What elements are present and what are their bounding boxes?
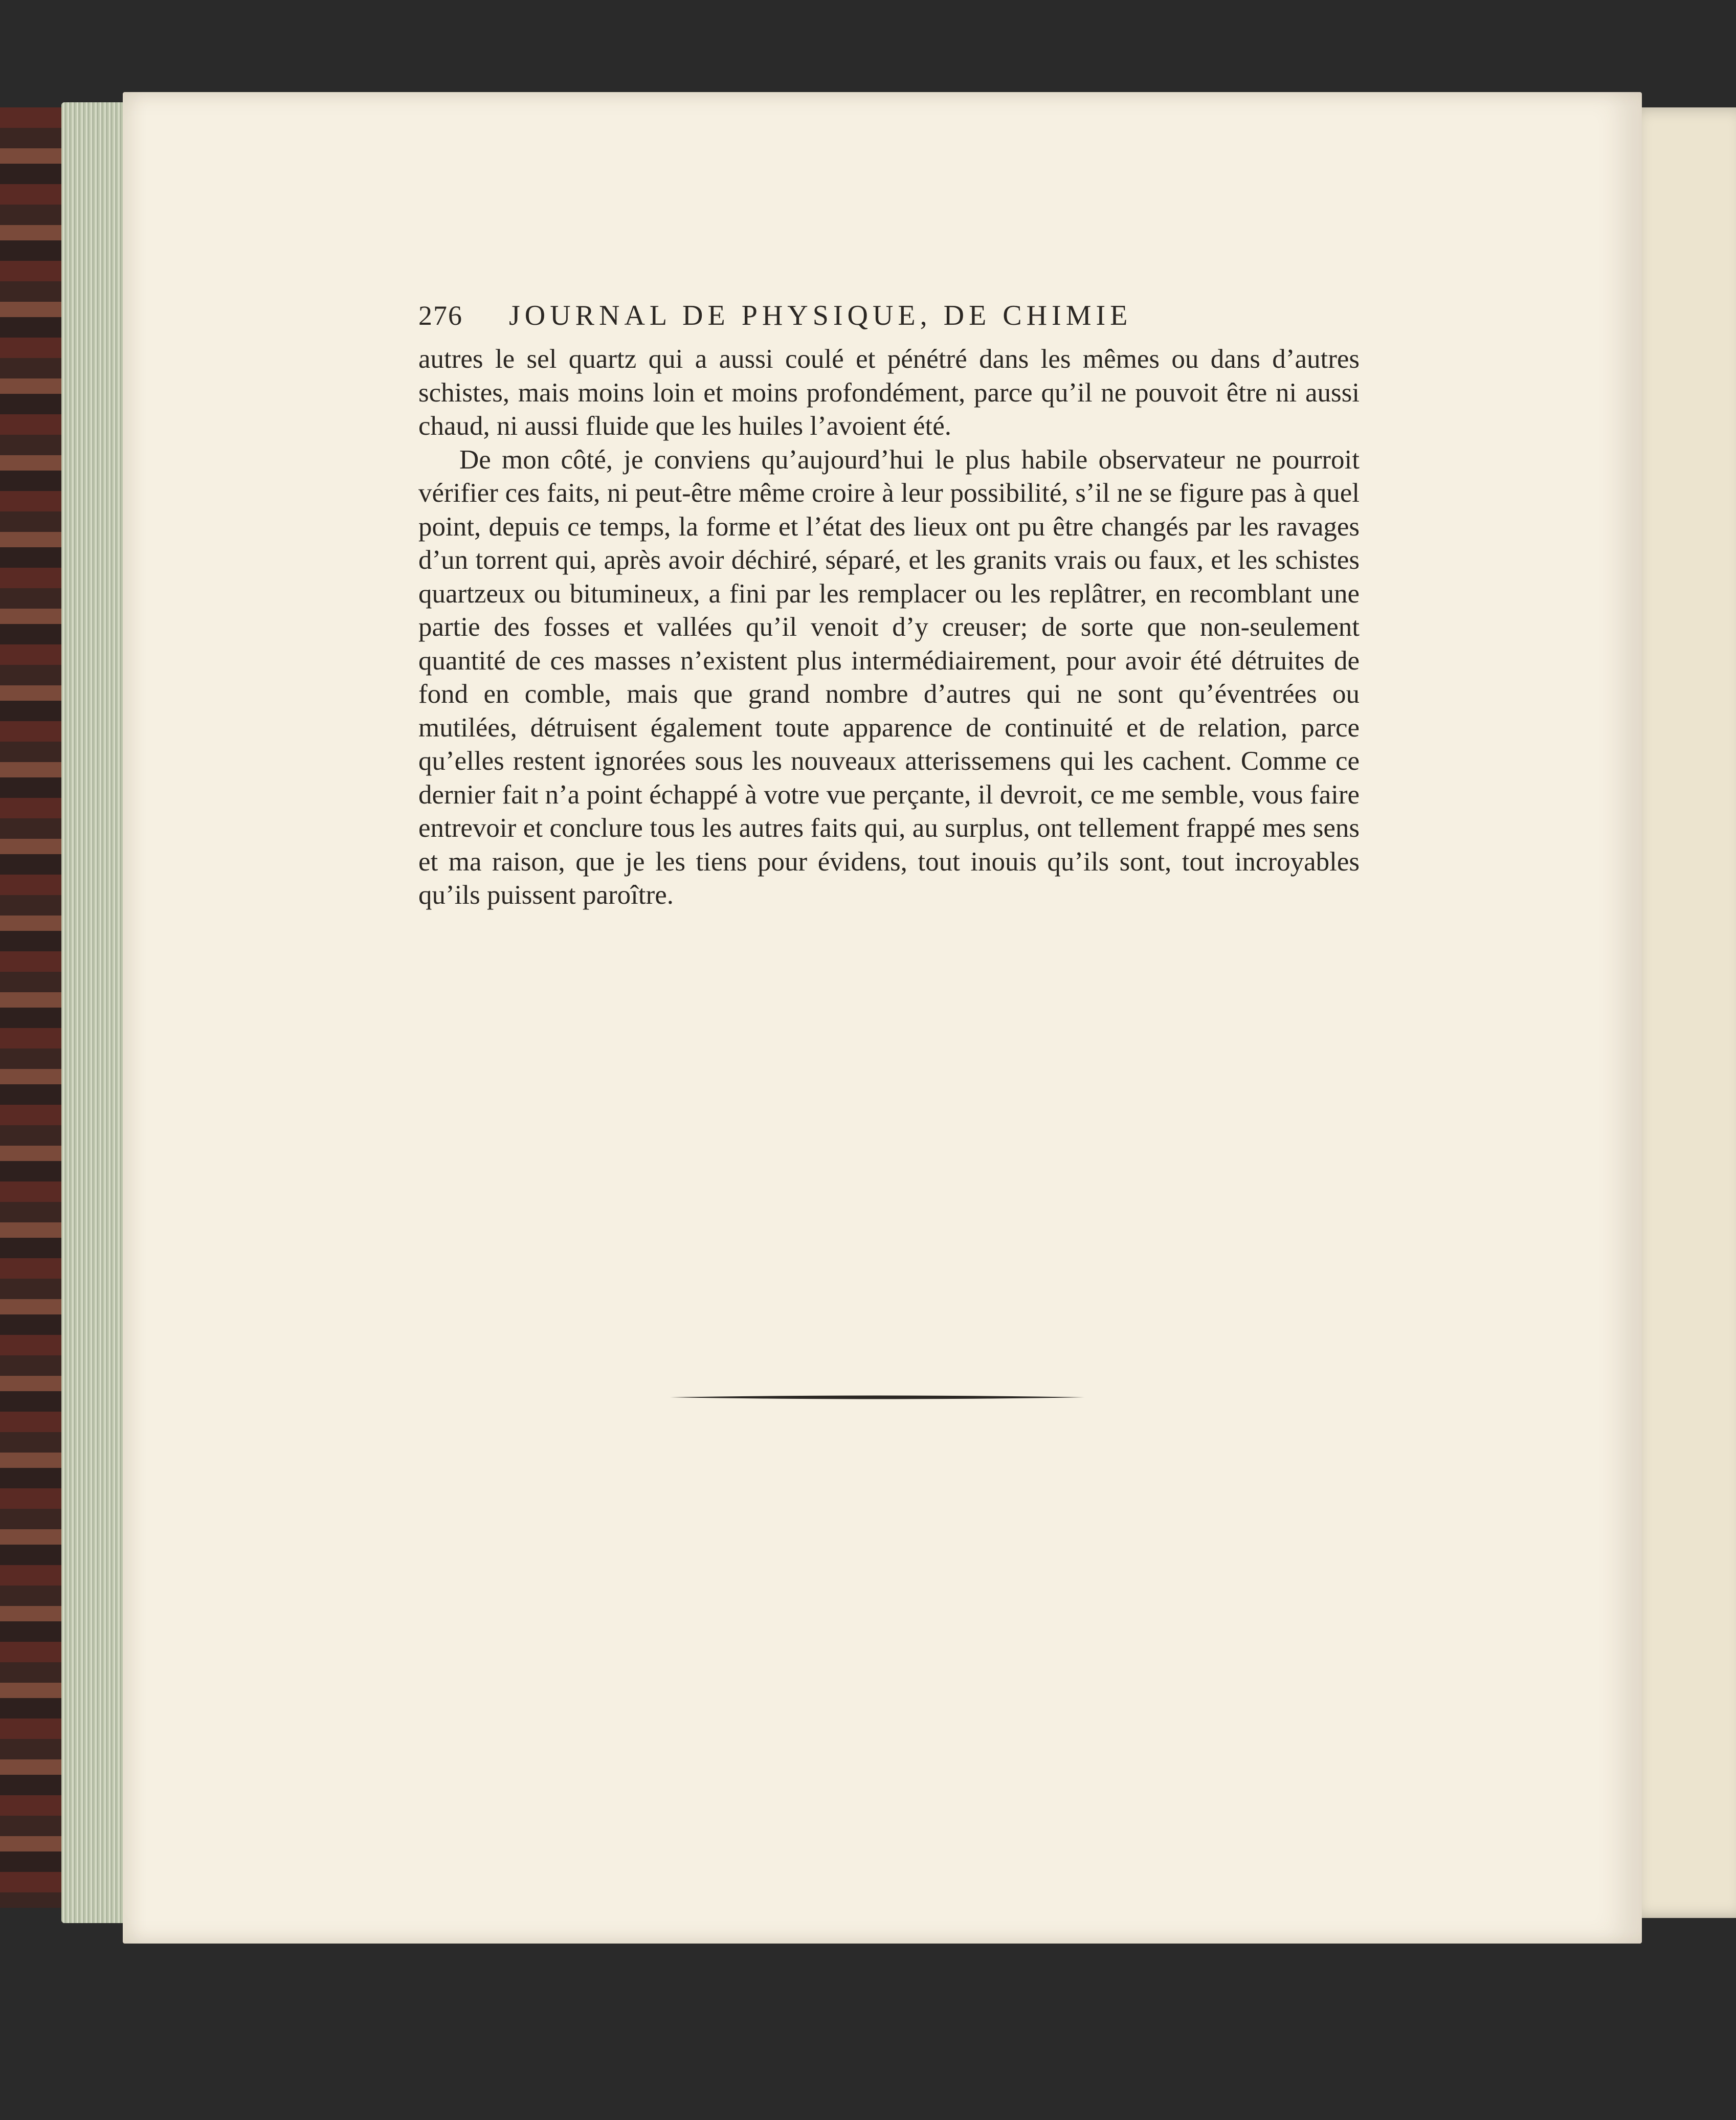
paragraph: De mon côté, je conviens qu’aujourd’hui le plus habile observateur ne pourroit vérifier ces faits, ni peut-être même croire à leur possibilité, s’il ne se figure pas à quel point, depuis ce temps, la forme et l’état des lieux ont pu être changés par les ravages d’un torrent qui, après avoir déchiré, séparé, et les granits vrais ou faux, et les schistes quartzeux ou bitumineux, a fini par les remplacer ou les replâtrer, en recomblant une partie des fosses et vallées qu’il venoit d’y creuser; de sorte que non-seulement quantité de ces masses n’existent plus intermédiairement, pour avoir été détruites de fond en comble, mais que grand nombre d’autres qui ne sont qu’éventrées ou mutilées, détruisent également toute apparence de continuité et de relation, parce qu’elles restent ignorées sous les nouveaux atterissemens qui les cachent. Comme ce dernier fait n’a point échappé à votre vue perçante, il devroit, ce me semble, vous faire entrevoir et conclure tous les autres faits qui, au surplus, ont tellement frappé mes sens et ma raison, que je les tiens pour évidens, tout inouis qu’ils sont, tout incroyables qu’ils puissent paroître. — [418, 444, 1360, 910]
paragraph: autres le sel quartz qui a aussi coulé et pénétré dans les mêmes ou dans d’autres schistes, mais moins loin et moins profondément, parce qu’il ne pouvoit être ni aussi chaud, ni aussi fluide que les huiles l’avoient été. — [418, 344, 1360, 441]
running-head: JOURNAL DE PHYSIQUE, DE CHIMIE — [509, 300, 1132, 331]
page-header — [418, 299, 1283, 332]
page-number: 276 — [418, 300, 463, 331]
ornamental-rule — [670, 1394, 1084, 1401]
body-text — [418, 343, 1360, 912]
facing-page-edge — [1627, 107, 1736, 1918]
